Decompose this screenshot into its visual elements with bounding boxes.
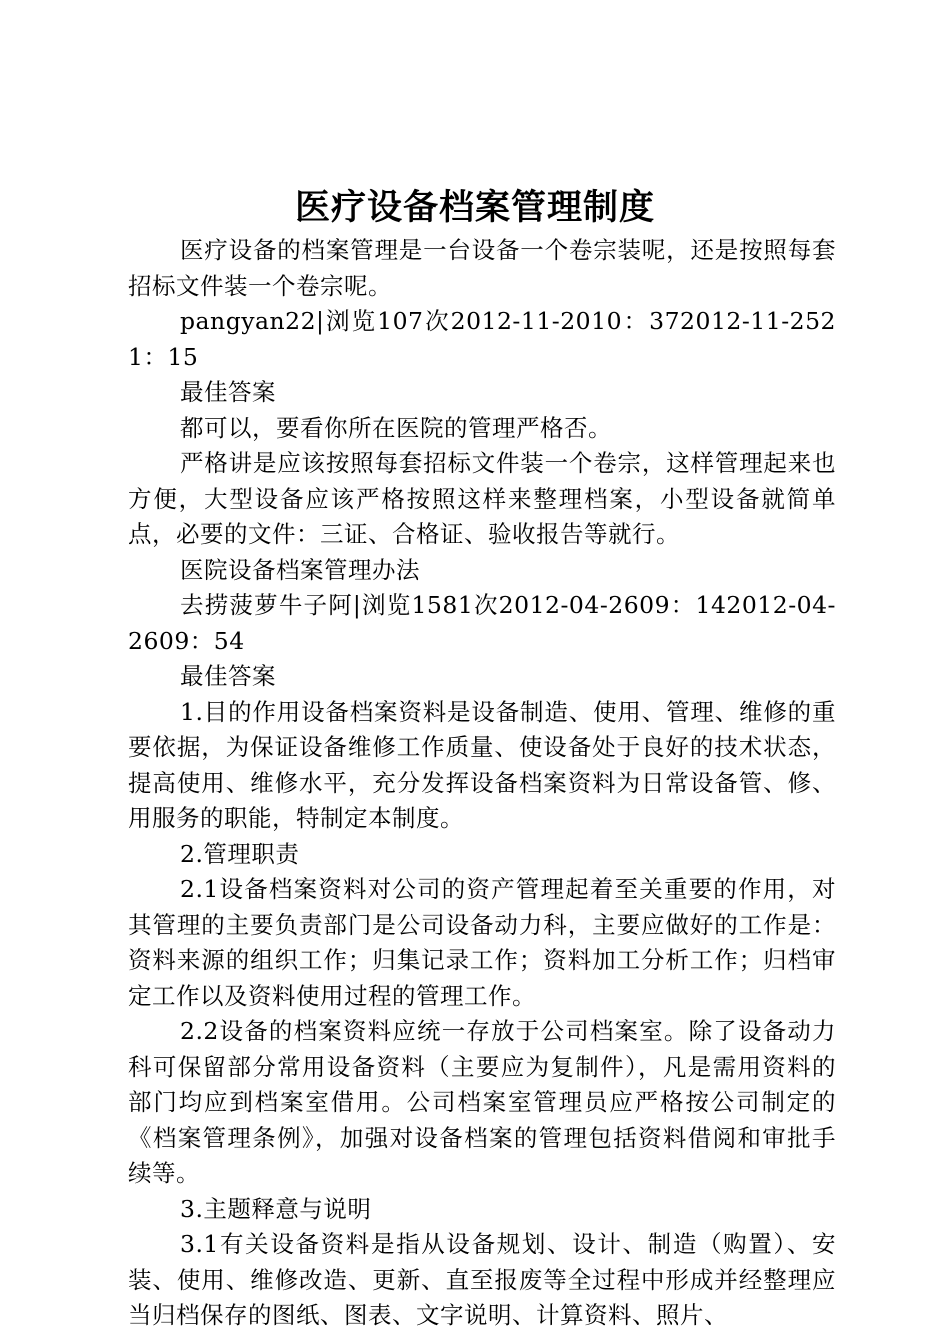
section-heading: 3.主题释意与说明: [180, 1194, 372, 1223]
section-paragraph: 2.1设备档案资料对公司的资产管理起着至关重要的作用，对其管理的主要负责部门是公司设备动力科，主要应做好的工作是：资料来源的组织工作；归集记录工作；资料加工分析工作；归档审定工作以及资料使用过程的管理工作。: [128, 875, 836, 1010]
section-paragraph: 1.目的作用设备档案资料是设备制造、使用、管理、维修的重要依据，为保证设备维修工作质量、使设备处于良好的技术状态，提高使用、维修水平，充分发挥设备档案资料为日常设备管、修、用服务的职能，特制定本制度。: [128, 697, 836, 832]
question-paragraph: 医疗设备的档案管理是一台设备一个卷宗装呢，还是按照每套招标文件装一个卷宗呢。: [128, 236, 836, 300]
section-paragraph: 2.2设备的档案资料应统一存放于公司档案室。除了设备动力科可保留部分常用设备资料（主要应为复制件），凡是需用资料的部门均应到档案室借用。公司档案室管理员应严格按公司制定的《档案管理条例》，加强对设备档案的管理包括资料借阅和审批手续等。: [128, 1017, 836, 1187]
best-answer-heading: 最佳答案: [180, 378, 276, 406]
best-answer-heading: 最佳答案: [180, 662, 276, 690]
answer-paragraph: 都可以，要看你所在医院的管理严格否。: [180, 413, 612, 442]
answer-paragraph: 严格讲是应该按照每套招标文件装一个卷宗，这样管理起来也方便，大型设备应该严格按照这样来整理档案，小型设备就简单点，必要的文件：三证、合格证、验收报告等就行。: [128, 449, 836, 548]
question-paragraph: 医院设备档案管理办法: [180, 555, 420, 584]
document-body: [128, 233, 836, 1334]
question-meta-line: 去捞菠萝牛子阿|浏览1581次2012-04-2609：142012-04-2609：54: [128, 591, 836, 655]
section-paragraph: 3.1有关设备资料是指从设备规划、设计、制造（购置）、安装、使用、维修改造、更新、直至报废等全过程中形成并经整理应当归档保存的图纸、图表、文字说明、计算资料、照片、: [128, 1230, 836, 1329]
section-heading: 2.管理职责: [180, 839, 300, 868]
document-title: 医疗设备档案管理制度: [294, 188, 655, 228]
question-meta-line: pangyan22|浏览107次2012-11-2010：372012-11-2521：15: [128, 307, 836, 371]
